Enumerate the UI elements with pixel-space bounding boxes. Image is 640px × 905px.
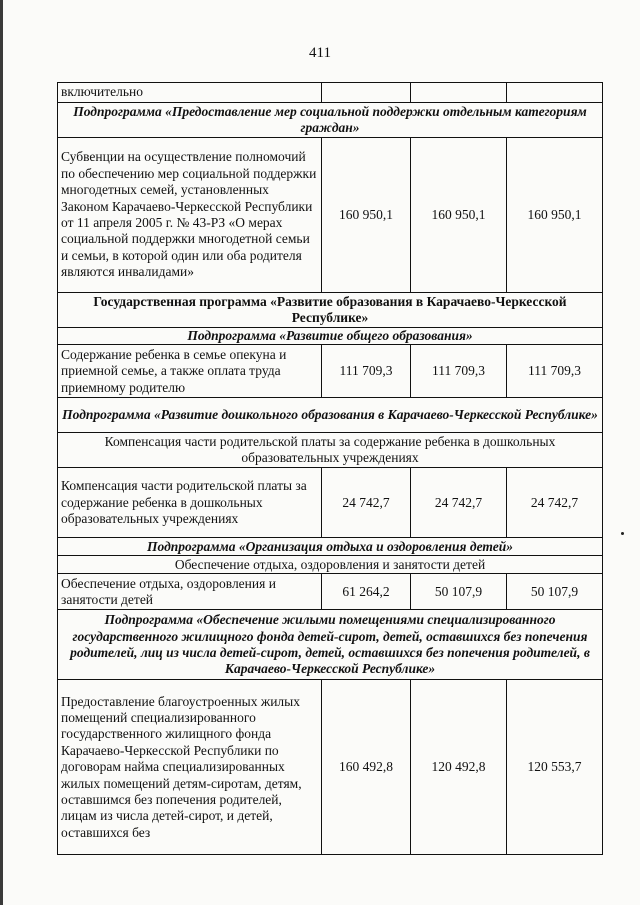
- value-year-3: 120 553,7: [507, 680, 603, 855]
- empty-cell: [411, 83, 507, 103]
- table-row: [58, 138, 603, 293]
- section-header-row: [58, 328, 603, 345]
- table-row: [58, 680, 603, 855]
- empty-cell: [322, 83, 411, 103]
- page-left-edge: [0, 0, 3, 905]
- section-header-row: [58, 103, 603, 138]
- row-description: Предоставление благоустроенных жилых помещений специализированного государственного жилищного фонда Карачаево-Черкесской Республики по договорам найма специализированных жилых помещений детям-сиротам, детям, оставшимся без попечения родителей, лицам из числа детей-сирот, и детей, оставшихся без: [58, 680, 322, 855]
- value-year-3: 160 950,1: [507, 138, 603, 293]
- row-description: включительно: [58, 83, 322, 103]
- value-year-2: 50 107,9: [411, 574, 507, 610]
- section-header-row: [58, 293, 603, 328]
- value-year-3: 24 742,7: [507, 468, 603, 538]
- program-title: Государственная программа «Развитие образования в Карачаево-Черкесской Республике»: [58, 293, 603, 328]
- table-row: [58, 345, 603, 398]
- row-description: Компенсация части родительской платы за содержание ребенка в дошкольных образовательных учреждениях: [58, 468, 322, 538]
- table-row: [58, 468, 603, 538]
- value-year-2: 120 492,8: [411, 680, 507, 855]
- measure-title: Компенсация части родительской платы за содержание ребенка в дошкольных образовательных учреждениях: [58, 433, 603, 468]
- section-header-row: [58, 398, 603, 433]
- section-header-row: [58, 433, 603, 468]
- value-year-1: 61 264,2: [322, 574, 411, 610]
- empty-cell: [507, 83, 603, 103]
- value-year-2: 111 709,3: [411, 345, 507, 398]
- value-year-1: 24 742,7: [322, 468, 411, 538]
- value-year-3: 50 107,9: [507, 574, 603, 610]
- subprogram-title: Подпрограмма «Обеспечение жилыми помещениями специализированного государственного жилищного фонда детей-сирот, детей, оставшихся без попечения родителей, лиц из числа детей-сирот, детей, оставшихся без попечения родителей, в Карачаево-Черкесской Республике»: [58, 610, 603, 680]
- budget-table: [57, 82, 603, 855]
- section-header-row: [58, 538, 603, 556]
- page-number: 411: [309, 45, 331, 61]
- measure-title: Обеспечение отдыха, оздоровления и занятости детей: [58, 556, 603, 574]
- value-year-2: 24 742,7: [411, 468, 507, 538]
- value-year-1: 111 709,3: [322, 345, 411, 398]
- row-description: Обеспечение отдыха, оздоровления и занятости детей: [58, 574, 322, 610]
- value-year-3: 111 709,3: [507, 345, 603, 398]
- table-row: [58, 574, 603, 610]
- table-row: [58, 83, 603, 103]
- subprogram-title: Подпрограмма «Развитие общего образования»: [58, 328, 603, 345]
- value-year-1: 160 950,1: [322, 138, 411, 293]
- row-description: Содержание ребенка в семье опекуна и приемной семье, а также оплата труда приемному родителю: [58, 345, 322, 398]
- value-year-2: 160 950,1: [411, 138, 507, 293]
- section-header-row: [58, 610, 603, 680]
- subprogram-title: Подпрограмма «Развитие дошкольного образования в Карачаево-Черкесской Республике»: [58, 398, 603, 433]
- value-year-1: 160 492,8: [322, 680, 411, 855]
- scan-speck: [621, 532, 624, 535]
- row-description: Субвенции на осуществление полномочий по обеспечению мер социальной поддержки многодетных семей, установленных Законом Карачаево-Черкесской Республики от 11 апреля 2005 г. № 43-РЗ «О мерах социальной поддержки многодетной семьи и семьи, в которой один или оба родителя являются инвалидами»: [58, 138, 322, 293]
- subprogram-title: Подпрограмма «Предоставление мер социальной поддержки отдельным категориям граждан»: [58, 103, 603, 138]
- subprogram-title: Подпрограмма «Организация отдыха и оздоровления детей»: [58, 538, 603, 556]
- section-header-row: [58, 556, 603, 574]
